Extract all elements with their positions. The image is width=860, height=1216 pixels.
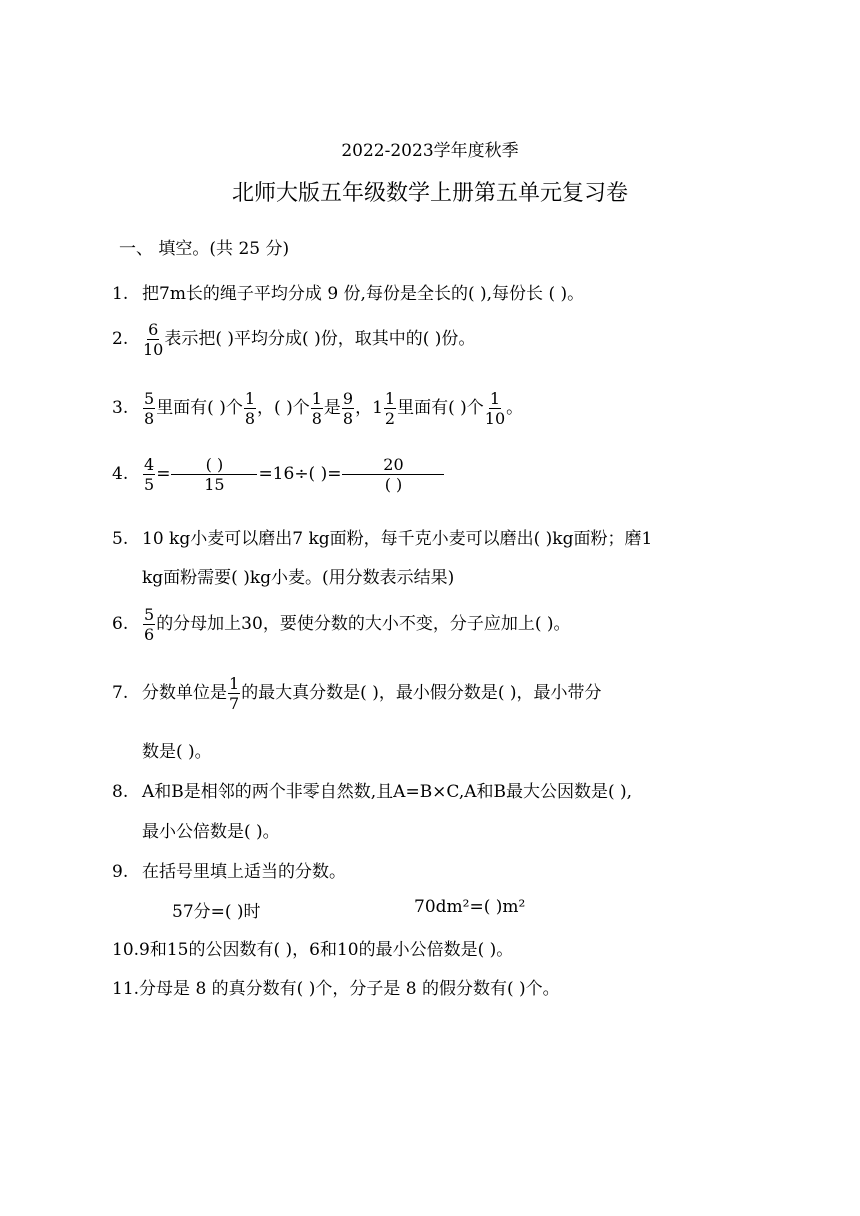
question-number: 6.	[112, 614, 129, 634]
denominator: 10	[484, 409, 506, 428]
question-9	[112, 857, 346, 882]
question-1	[112, 279, 584, 304]
question-11	[112, 974, 560, 999]
question-text: 在括号里填上适当的分数。	[142, 862, 346, 882]
question-text: ，( )个	[257, 398, 310, 418]
denominator: 2	[384, 409, 396, 428]
question-number: 1.	[112, 284, 129, 304]
denominator: 8	[311, 409, 322, 428]
question-text: A和B是相邻的两个非零自然数,且A=B×C,A和B最大公因数是( ),	[142, 782, 633, 802]
fraction	[171, 455, 257, 494]
numerator: 20	[342, 455, 444, 475]
denominator: 5	[144, 475, 155, 494]
fraction	[384, 389, 396, 428]
exam-title: 北师大版五年级数学上册第五单元复习卷	[231, 181, 628, 206]
question-text: 把7m长的绳子平均分成 9 份,每份是全长的( ),每份长 ( )。	[142, 284, 585, 304]
numerator: 1	[384, 389, 396, 408]
question-text: 里面有( )个	[397, 398, 484, 418]
denominator: 6	[144, 625, 155, 644]
numerator: 6	[148, 320, 159, 339]
denominator: 8	[244, 409, 256, 428]
question-text: 。	[506, 398, 524, 418]
fraction	[311, 389, 323, 428]
question-text: 里面有( )个	[156, 398, 243, 418]
numerator: 5	[144, 605, 155, 624]
numerator: 1	[229, 674, 240, 693]
question-10	[112, 935, 513, 960]
fraction	[143, 605, 155, 644]
denominator: 8	[144, 409, 155, 428]
numerator: ( )	[171, 455, 257, 475]
question-9-part-b: 70dm²=( )m²	[414, 897, 526, 917]
question-number: 3.	[112, 398, 129, 418]
numerator: 1	[311, 389, 322, 408]
question-number: 2.	[112, 329, 129, 349]
denominator: 7	[229, 694, 240, 713]
question-text: 10 kg小麦可以磨出7 kg面粉，每千克小麦可以磨出( )kg面粉；磨1	[142, 529, 653, 549]
fraction	[342, 455, 444, 494]
question-7-continued: 数是( )。	[142, 742, 212, 762]
question-number: 5.	[112, 529, 129, 549]
question-text: 的分母加上30，要使分数的大小不变，分子应加上( )。	[156, 614, 571, 634]
question-text: 分母是 8 的真分数有( )个，分子是 8 的假分数有( )个。	[139, 979, 560, 999]
question-4	[112, 455, 445, 494]
fraction	[485, 389, 505, 428]
question-number: 7.	[112, 683, 129, 703]
question-8-continued: 最小公倍数是( )。	[142, 822, 280, 842]
question-2	[112, 320, 475, 359]
question-number: 4.	[112, 464, 129, 484]
question-6	[112, 605, 571, 644]
question-text: ，1	[355, 398, 383, 418]
question-8	[112, 777, 632, 802]
fraction	[143, 389, 155, 428]
question-text: =	[156, 464, 171, 484]
numerator: 1	[489, 389, 501, 408]
denominator: 8	[342, 409, 354, 428]
question-number: 10.	[112, 940, 140, 960]
question-text: 是	[323, 398, 341, 418]
question-5-continued: kg面粉需要( )kg小麦。(用分数表示结果)	[142, 568, 455, 588]
question-text: 表示把( )平均分成( )份，取其中的( )份。	[164, 329, 476, 349]
fraction	[143, 320, 163, 359]
question-9-part-a: 57分=( )时	[172, 902, 261, 922]
numerator: 9	[342, 389, 354, 408]
exam-subtitle: 2022-2023学年度秋季	[341, 141, 519, 161]
question-text: 的最大真分数是( )，最小假分数是( )，最小带分	[241, 683, 602, 703]
denominator: 15	[204, 475, 225, 494]
question-5	[112, 524, 652, 549]
section-heading: 一、 填空。(共 25 分)	[119, 239, 290, 259]
question-text: 9和15的公因数有( )，6和10的最小公倍数是( )。	[139, 940, 514, 960]
numerator: 5	[144, 389, 155, 408]
fraction	[228, 674, 240, 713]
question-7	[112, 674, 602, 713]
denominator: ( )	[384, 475, 403, 494]
question-number: 9.	[112, 862, 129, 882]
question-text: =16÷( )=	[258, 464, 342, 484]
fraction	[244, 389, 256, 428]
fraction	[143, 455, 155, 494]
question-number: 11.	[112, 979, 140, 999]
numerator: 1	[244, 389, 256, 408]
question-number: 8.	[112, 782, 129, 802]
question-3	[112, 389, 523, 428]
question-text: 分数单位是	[142, 683, 227, 703]
denominator: 10	[143, 340, 164, 359]
fraction	[342, 389, 354, 428]
numerator: 4	[144, 455, 155, 474]
